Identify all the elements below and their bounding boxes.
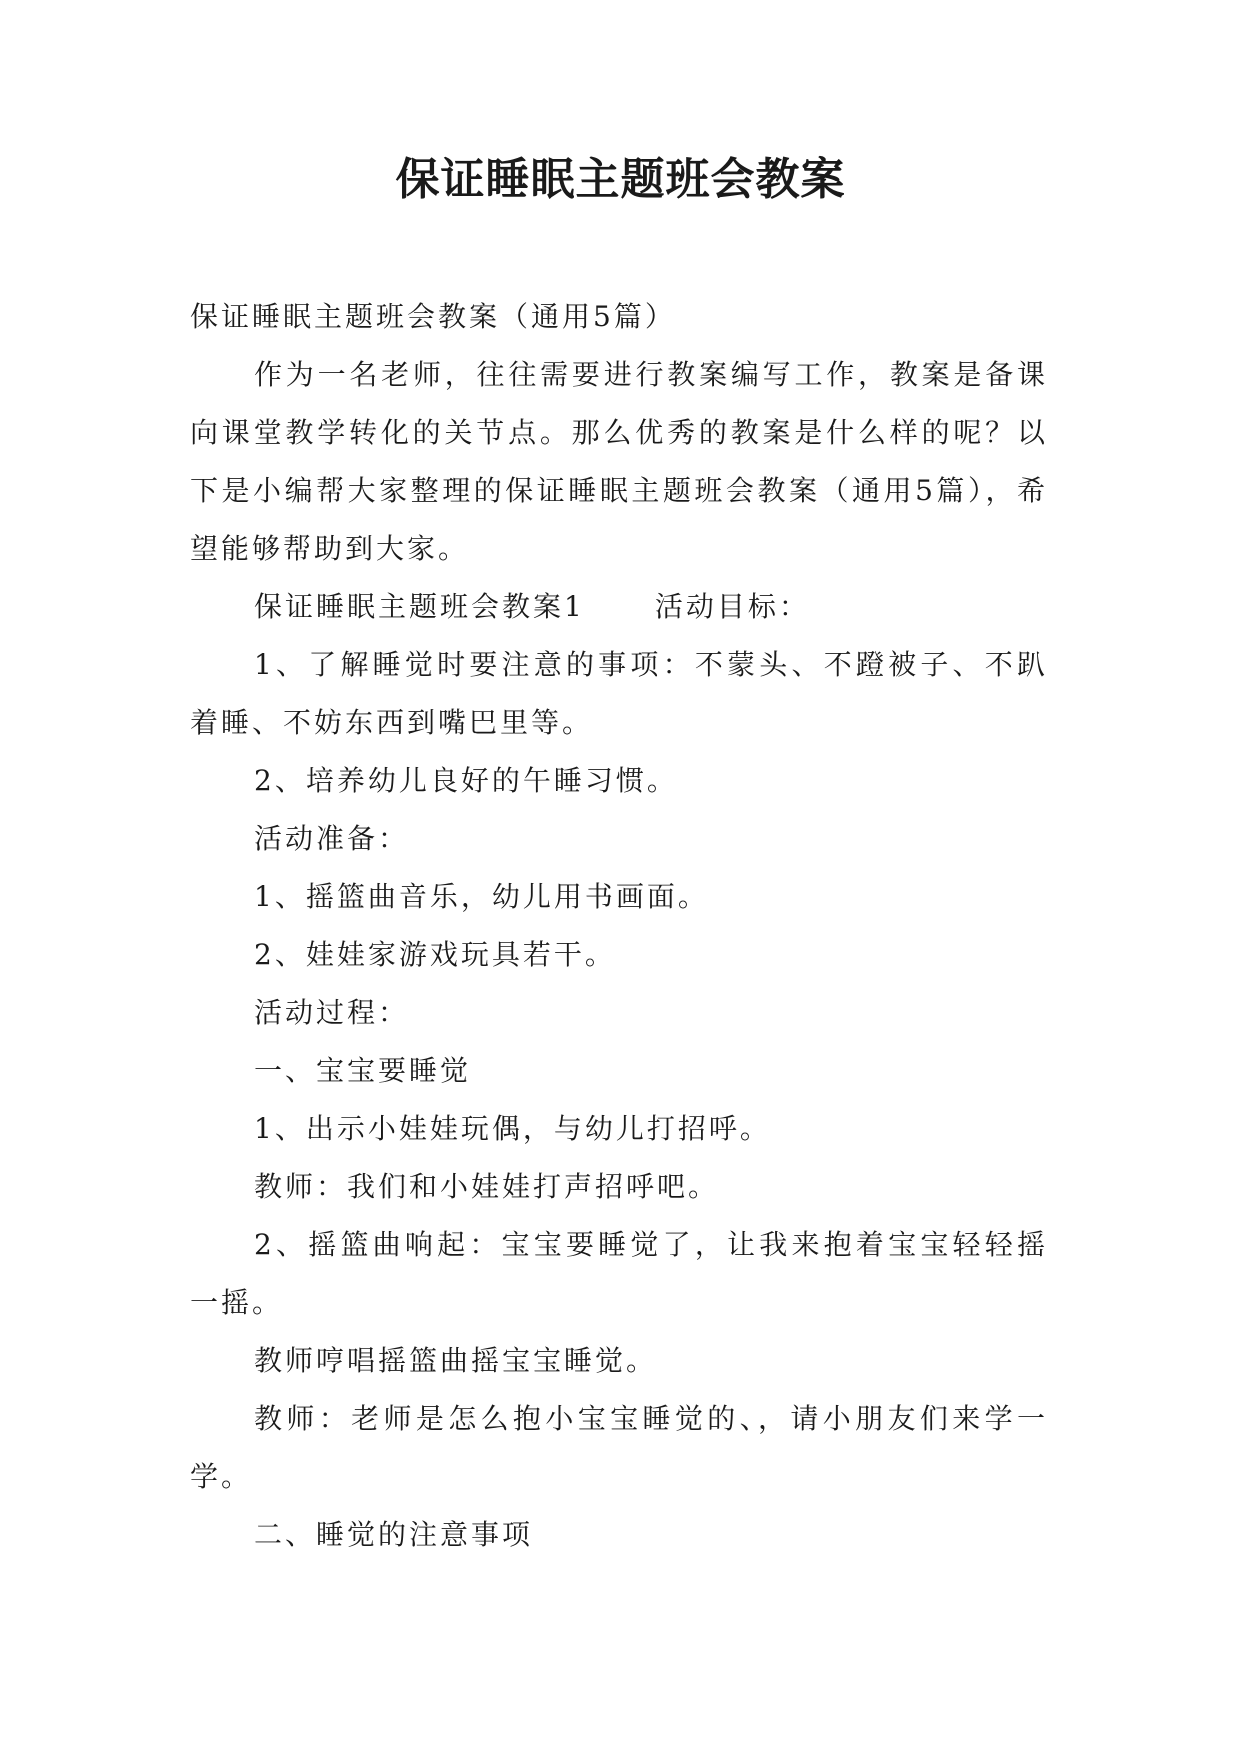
- goal-item-2: 2、培养幼儿良好的午睡习惯。: [254, 764, 678, 797]
- teacher-line-2: 教师哼唱摇篮曲摇宝宝睡觉。: [254, 1344, 658, 1377]
- step-2: 2、摇篮曲响起：宝宝要睡觉了，让我来抱着宝宝轻轻摇一摇。: [190, 1228, 1048, 1319]
- section1-heading: 保证睡眠主题班会教案1: [254, 590, 585, 623]
- process-label: 活动过程：: [254, 996, 410, 1029]
- prep-label: 活动准备：: [254, 822, 410, 855]
- goal-item-1: 1、了解睡觉时要注意的事项：不蒙头、不蹬被子、不趴着睡、不妨东西到嘴巴里等。: [190, 648, 1048, 739]
- teacher-line-3: 教师：老师是怎么抱小宝宝睡觉的、，请小朋友们来学一学。: [190, 1402, 1048, 1493]
- part-1-heading: 一、宝宝要睡觉: [254, 1054, 472, 1087]
- prep-item-1: 1、摇篮曲音乐，幼儿用书画面。: [254, 880, 709, 913]
- document-subtitle: 保证睡眠主题班会教案（通用5篇）: [190, 300, 676, 333]
- teacher-line-1: 教师：我们和小娃娃打声招呼吧。: [254, 1170, 720, 1203]
- section-heading-line: [190, 578, 1048, 636]
- prep-item-2: 2、娃娃家游戏玩具若干。: [254, 938, 616, 971]
- step-1: 1、出示小娃娃玩偶，与幼儿打招呼。: [254, 1112, 771, 1145]
- part-2-heading: 二、睡觉的注意事项: [254, 1518, 534, 1551]
- document-title: 保证睡眠主题班会教案: [395, 154, 846, 205]
- document-body: [190, 288, 1048, 1564]
- intro-paragraph: 作为一名老师，往往需要进行教案编写工作，教案是备课向课堂教学转化的关节点。那么优秀的教案是什么样的呢？以下是小编帮大家整理的保证睡眠主题班会教案（通用5篇），希望能够帮助到大家。: [190, 358, 1048, 565]
- goal-label: 活动目标：: [654, 590, 810, 623]
